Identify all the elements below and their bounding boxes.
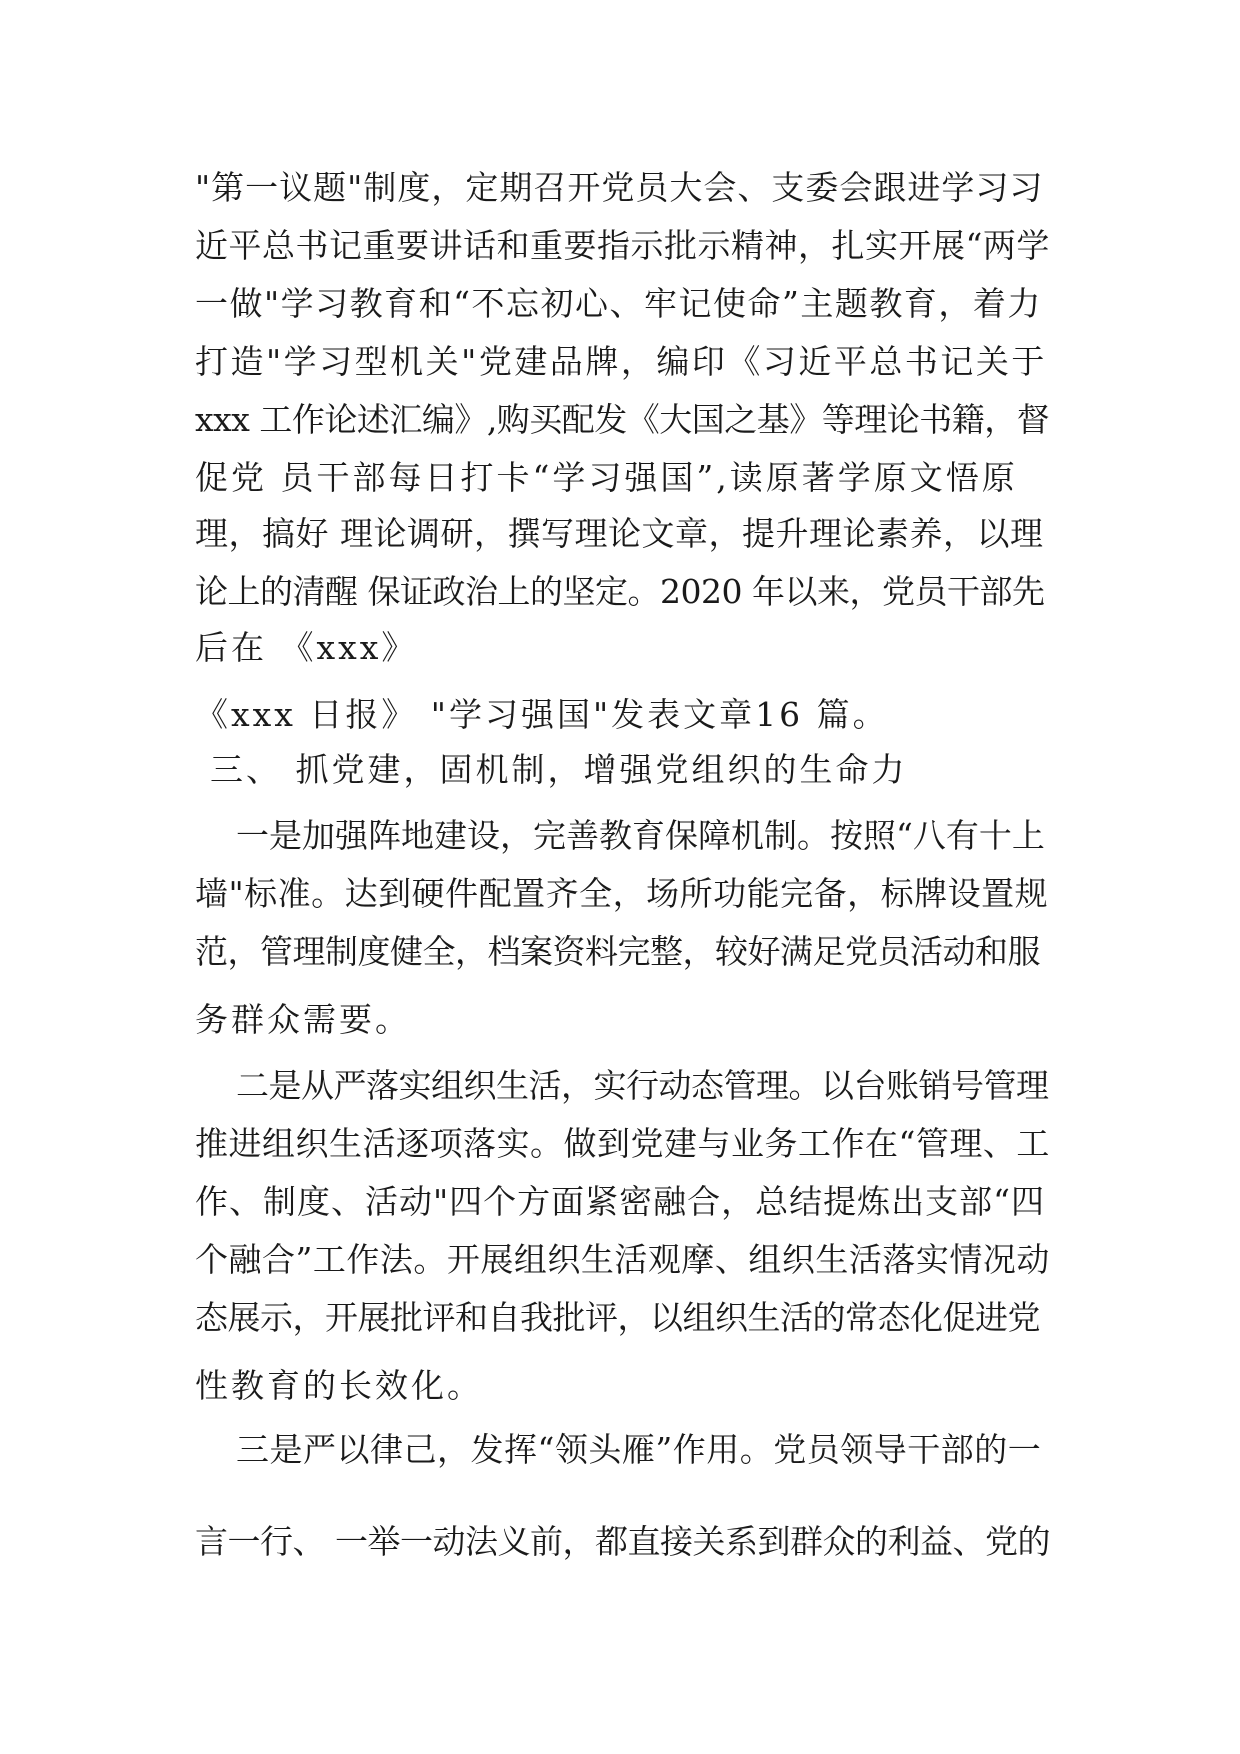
text-line: xxx 工作论述汇编》,购买配发《大国之基》等理论书籍，督: [195, 400, 1050, 439]
text-line: 墙"标准。达到硬件配置齐全，场所功能完备，标牌设置规: [195, 874, 1049, 913]
text-line: "第一议题"制度，定期召开党员大会、支委会跟进学习习: [195, 168, 1044, 207]
text-line: 态展示，开展批评和自我批评，以组织生活的常态化促进党: [195, 1298, 1040, 1337]
text-line: 论上的清醒 保证政治上的坚定。2020 年以来，党员干部先: [195, 572, 1045, 611]
text-line: 推进组织生活逐项落实。做到党建与业务工作在“管理、工: [195, 1124, 1050, 1163]
text-line: 一做"学习教育和“不忘初心、牢记使命”主题教育，着力: [195, 284, 1042, 323]
text-line: 打造"学习型机关"党建品牌，编印《习近平总书记关于: [195, 342, 1047, 381]
text-line: 个融合”工作法。开展组织生活观摩、组织生活落实情况动: [195, 1240, 1050, 1279]
text-line: 性教育的长效化。: [195, 1366, 483, 1405]
paragraph-first-line: 一是加强阵地建设，完善教育保障机制。按照“八有十上: [236, 816, 1045, 855]
text-line: 近平总书记重要讲话和重要指示批示精神，扎实开展“两学: [195, 226, 1050, 265]
paragraph-first-line: 三是严以律己，发挥“领头雁”作用。党员领导干部的一: [236, 1430, 1042, 1469]
text-line: 理，搞好 理论调研，撰写理论文章，提升理论素养，以理: [195, 514, 1044, 553]
section-heading: 三、 抓党建，固机制，增强党组织的生命力: [210, 750, 908, 789]
text-line: 范，管理制度健全，档案资料完整，较好满足党员活动和服: [195, 932, 1040, 971]
text-line: 后在 《xxx》: [195, 628, 418, 667]
text-line: 《xxx 日报》 "学习强国"发表文章16 篇。: [195, 695, 889, 734]
text-line: 促党 员干部每日打卡“学习强国”,读原著学原文悟原: [195, 458, 1018, 497]
text-line: 务群众需要。: [195, 1000, 411, 1039]
text-line: 作、制度、活动"四个方面紧密融合，总结提炼出支部“四: [195, 1182, 1046, 1221]
paragraph-first-line: 二是从严落实组织生活，实行动态管理。以台账销号管理: [236, 1066, 1049, 1105]
text-line: 言一行、 一举一动法义前，都直接关系到群众的利益、党的: [195, 1522, 1050, 1561]
